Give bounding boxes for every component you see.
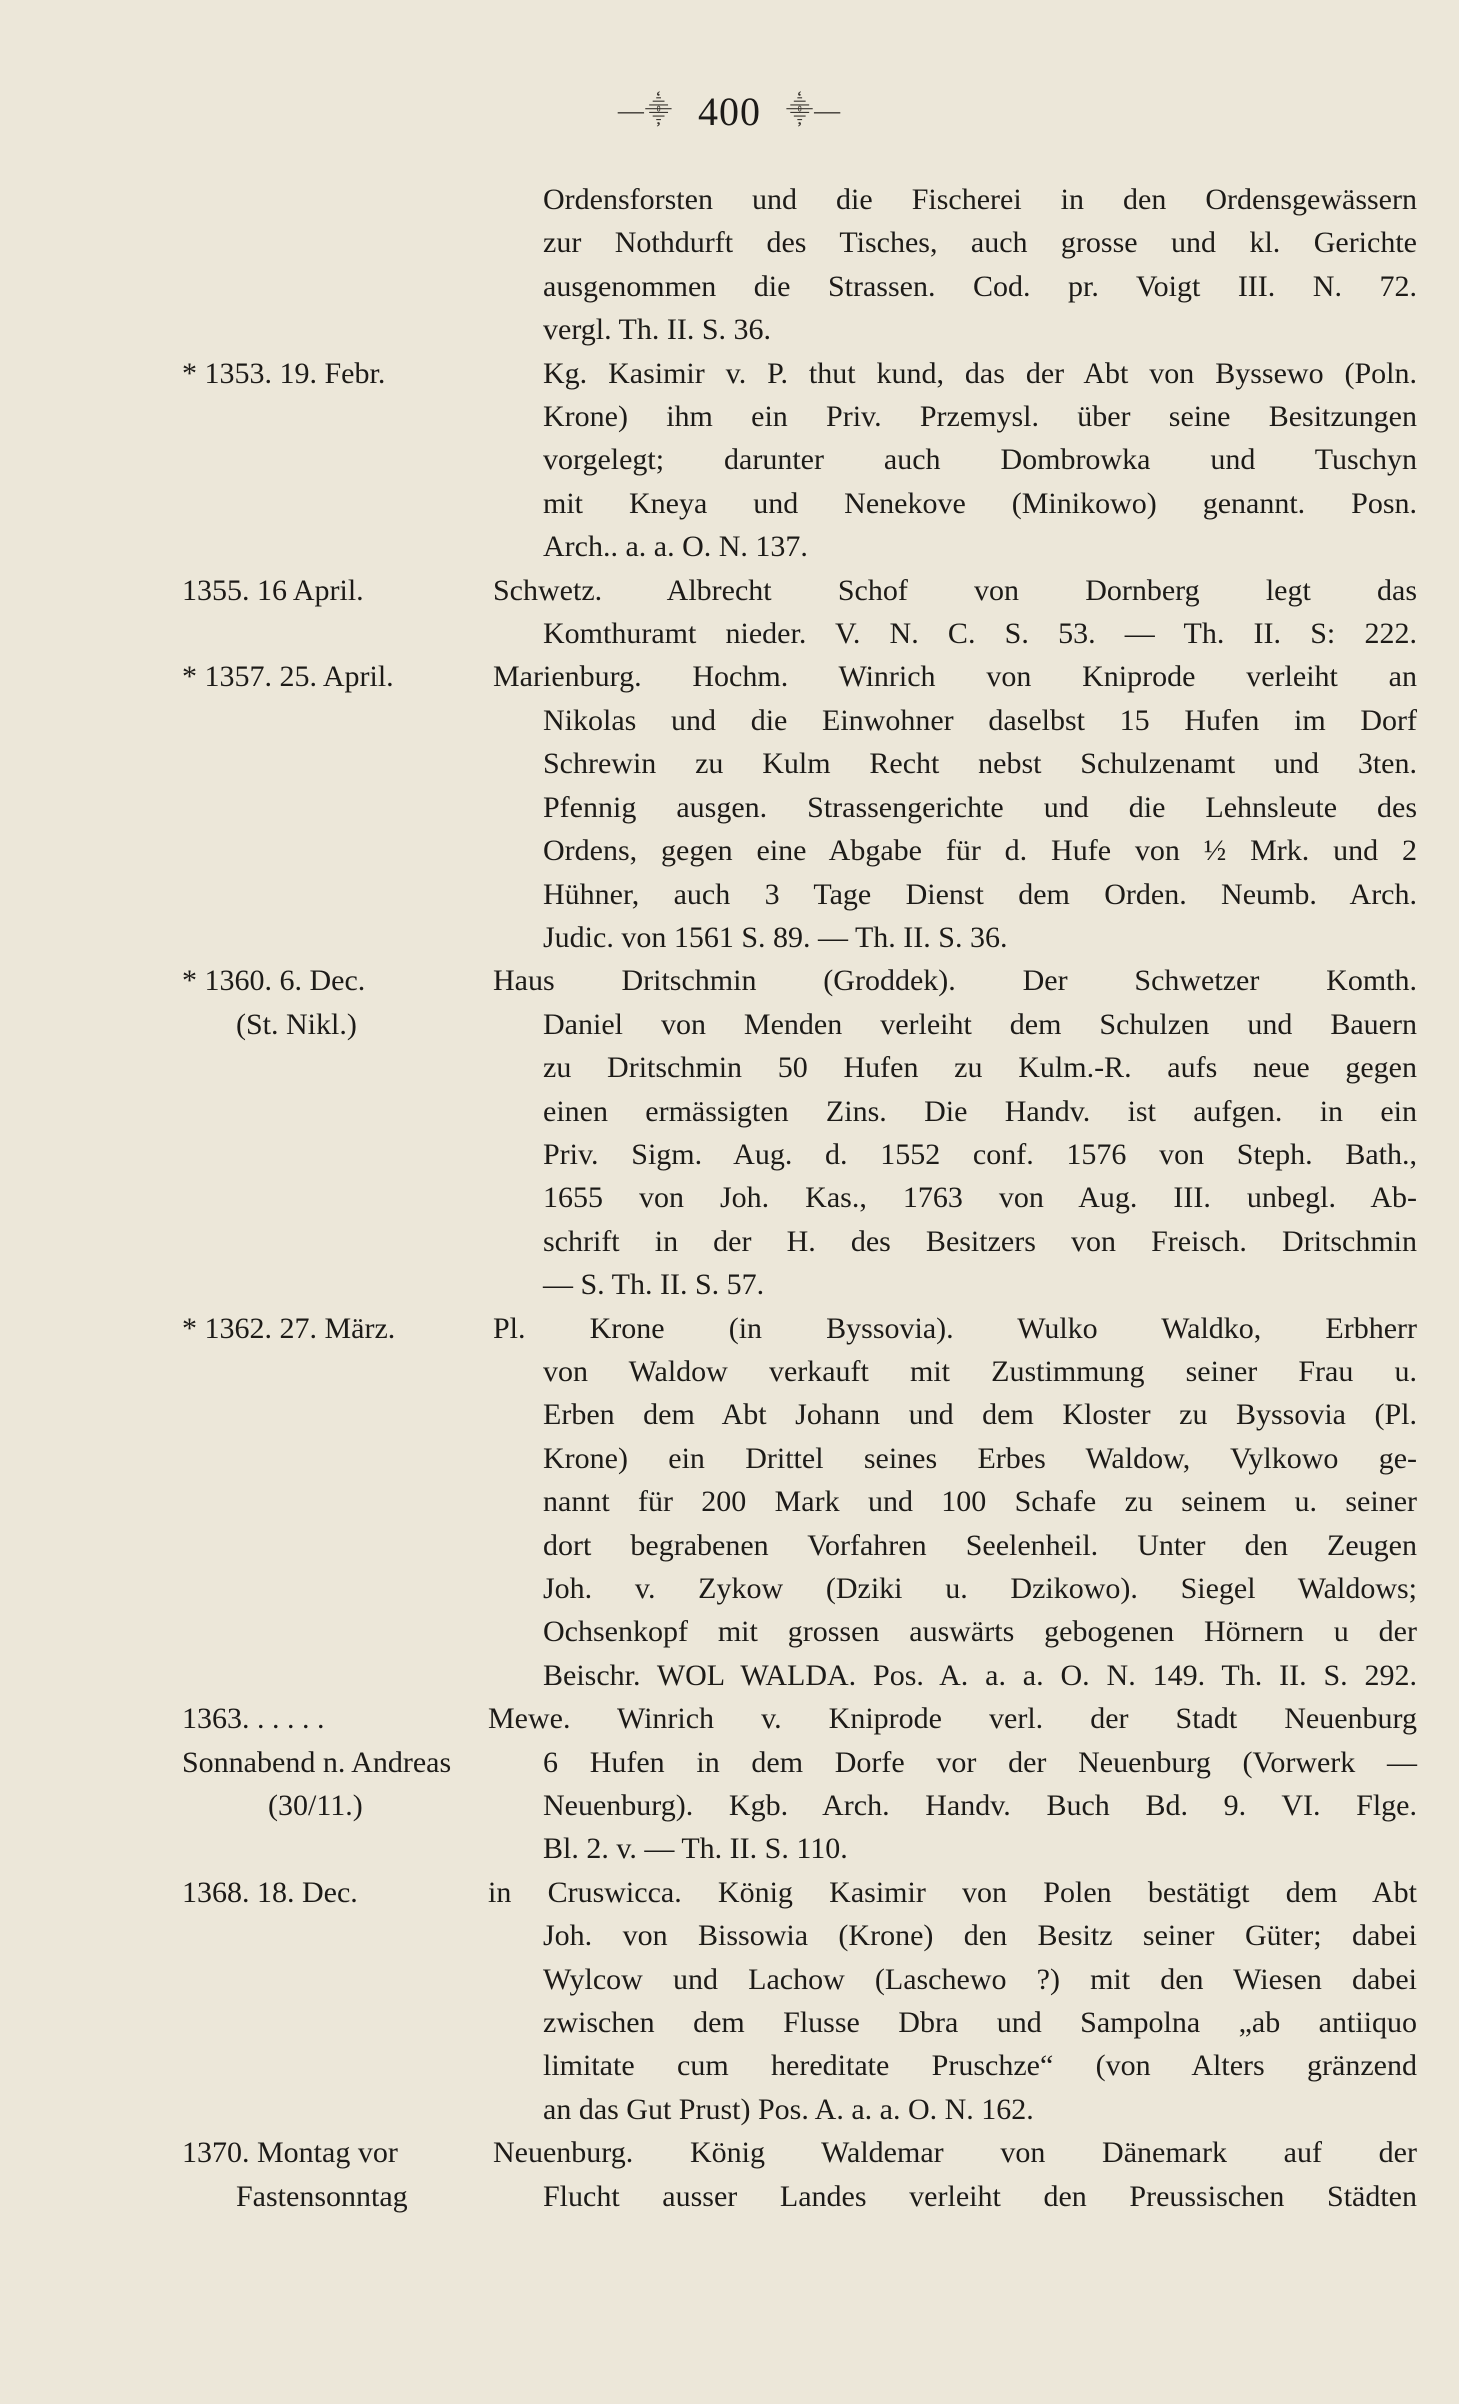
date-line: * 1362. 27. März.	[182, 1311, 396, 1345]
date-line: Sonnabend n. Andreas	[182, 1745, 452, 1779]
entry-line: nannt für 200 Mark und 100 Schafe zu seinem u. seiner	[543, 1485, 1417, 1519]
date-line: 1368. 18. Dec.	[182, 1875, 358, 1909]
entry-line: schrift in der H. des Besitzers von Freisch. Dritschmin	[543, 1224, 1417, 1258]
date-line: Fastensonntag	[236, 2179, 408, 2213]
entry-line: zu Dritschmin 50 Hufen zu Kulm.-R. aufs neue gegen	[543, 1051, 1417, 1085]
entry-line: Krone) ein Drittel seines Erbes Waldow, Vylkowo ge-	[543, 1441, 1417, 1475]
entry-line: mit Kneya und Nenekove (Minikowo) genannt. Posn.	[543, 486, 1417, 520]
entry-line: Ochsenkopf mit grossen auswärts gebogenen Hörnern u der	[543, 1615, 1417, 1649]
entry-continuation	[0, 178, 1459, 352]
entry-line: Joh. v. Zykow (Dziki u. Dzikowo). Siegel Waldows;	[543, 1572, 1417, 1605]
entry-date	[182, 1697, 502, 1827]
entry-date	[182, 655, 502, 698]
entry-line: Bl. 2. v. — Th. II. S. 110.	[543, 1832, 848, 1866]
entry-1360	[0, 959, 1459, 1306]
entry-line: zur Nothdurft des Tisches, auch grosse und kl. Gerichte	[543, 226, 1417, 260]
entry-text	[493, 655, 1417, 959]
ornament-left: —⸎	[617, 96, 673, 125]
entry-line: Pfennig ausgen. Strassengerichte und die Lehnsleute des	[543, 790, 1417, 824]
entry-line: ausgenommen die Strassen. Cod. pr. Voigt III. N. 72.	[543, 269, 1417, 303]
entry-date	[182, 1307, 502, 1350]
entry-line: Kg. Kasimir v. P. thut kund, das der Abt von Byssewo (Poln.	[543, 356, 1417, 390]
entry-date	[182, 1871, 502, 1914]
date-line: (St. Nikl.)	[236, 1007, 357, 1041]
entry-line: Wylcow und Lachow (Laschewo ?) mit den Wiesen dabei	[543, 1962, 1417, 1996]
entry-text	[543, 352, 1417, 569]
entry-1370	[0, 2131, 1459, 2218]
entry-line: Daniel von Menden verleiht dem Schulzen und Bauern	[543, 1007, 1417, 1041]
entry-line: 1655 von Joh. Kas., 1763 von Aug. III. unbegl. Ab-	[543, 1181, 1417, 1215]
entry-date	[182, 569, 502, 612]
entry-line: Mewe. Winrich v. Kniprode verl. der Stadt Neuenburg	[488, 1702, 1417, 1736]
entry-line: einen ermässigten Zins. Die Handv. ist aufgen. in ein	[543, 1094, 1417, 1128]
entry-text	[493, 1307, 1417, 1698]
date-line: * 1360. 6. Dec.	[182, 964, 366, 998]
entry-line: Joh. von Bissowia (Krone) den Besitz seiner Güter; dabei	[543, 1919, 1417, 1953]
entry-line: Schrewin zu Kulm Recht nebst Schulzenamt und 3ten.	[543, 747, 1417, 781]
page-number: 400	[698, 89, 761, 134]
date-line: 1355. 16 April.	[182, 573, 364, 607]
entry-1355	[0, 569, 1459, 656]
page-header	[0, 88, 1459, 135]
entry-date	[182, 959, 502, 1046]
date-line: (30/11.)	[268, 1789, 363, 1823]
entry-1362	[0, 1307, 1459, 1698]
entry-text	[493, 959, 1417, 1306]
date-line: 1363. . . . . .	[182, 1702, 325, 1736]
entry-line: in Cruswicca. König Kasimir von Polen bestätigt dem Abt	[488, 1875, 1417, 1909]
entry-line: an das Gut Prust) Pos. A. a. a. O. N. 162.	[543, 2092, 1034, 2126]
entry-line: Neuenburg). Kgb. Arch. Handv. Buch Bd. 9. VI. Flge.	[543, 1789, 1417, 1823]
entry-line: Ordensforsten und die Fischerei in den Ordensgewässern	[543, 183, 1417, 216]
entry-line: Pl. Krone (in Byssovia). Wulko Waldko, Erbherr	[493, 1311, 1417, 1345]
entry-date	[182, 2131, 502, 2218]
entry-text	[493, 2131, 1417, 2218]
entry-line: 6 Hufen in dem Dorfe vor der Neuenburg (Vorwerk —	[543, 1745, 1417, 1779]
date-line: * 1357. 25. April.	[182, 660, 394, 694]
entry-line: Beischr. WOL WALDA. Pos. A. a. a. O. N. 149. Th. II. S. 292.	[543, 1658, 1417, 1692]
entry-line: Flucht ausser Landes verleiht den Preussischen Städten	[543, 2179, 1417, 2213]
entry-line: Erben dem Abt Johann und dem Kloster zu Byssovia (Pl.	[543, 1398, 1417, 1432]
chronicle-entries	[0, 178, 1459, 2218]
entry-line: dort begrabenen Vorfahren Seelenheil. Unter den Zeugen	[543, 1528, 1417, 1562]
entry-1357	[0, 655, 1459, 959]
entry-line: Arch.. a. a. O. N. 137.	[543, 530, 808, 564]
entry-line: vorgelegt; darunter auch Dombrowka und Tuschyn	[543, 443, 1417, 477]
entry-line: Hühner, auch 3 Tage Dienst dem Orden. Neumb. Arch.	[543, 877, 1417, 911]
entry-text	[543, 178, 1417, 352]
entry-text	[488, 1697, 1417, 1871]
entry-text	[493, 569, 1417, 656]
entry-line: zwischen dem Flusse Dbra und Sampolna „ab antiiquo	[543, 2006, 1417, 2040]
entry-line: Schwetz. Albrecht Schof von Dornberg legt das	[493, 573, 1417, 607]
entry-line: Krone) ihm ein Priv. Przemysl. über seine Besitzungen	[543, 400, 1417, 434]
entry-line: Nikolas und die Einwohner daselbst 15 Hufen im Dorf	[543, 703, 1417, 737]
entry-line: Komthuramt nieder. V. N. C. S. 53. — Th. II. S: 222.	[543, 617, 1417, 651]
entry-line: Judic. von 1561 S. 89. — Th. II. S. 36.	[543, 920, 1008, 954]
entry-line: Neuenburg. König Waldemar von Dänemark auf der	[493, 2136, 1417, 2170]
entry-1363	[0, 1697, 1459, 1871]
entry-line: Marienburg. Hochm. Winrich von Kniprode verleiht an	[493, 660, 1417, 694]
entry-text	[488, 1871, 1417, 2131]
entry-line: Haus Dritschmin (Groddek). Der Schwetzer Komth.	[493, 964, 1417, 998]
ornament-right: ⸎—	[786, 96, 842, 125]
entry-date	[182, 352, 502, 395]
entry-line: von Waldow verkauft mit Zustimmung seiner Frau u.	[543, 1354, 1417, 1388]
date-line: * 1353. 19. Febr.	[182, 356, 386, 390]
entry-line: Ordens, gegen eine Abgabe für d. Hufe von ½ Mrk. und 2	[543, 834, 1417, 868]
entry-line: — S. Th. II. S. 57.	[543, 1268, 765, 1302]
entry-line: limitate cum hereditate Pruschze“ (von Alters gränzend	[543, 2049, 1417, 2083]
entry-line: Priv. Sigm. Aug. d. 1552 conf. 1576 von Steph. Bath.,	[543, 1137, 1417, 1171]
entry-1368	[0, 1871, 1459, 2131]
entry-line: vergl. Th. II. S. 36.	[543, 313, 772, 347]
entry-1353	[0, 352, 1459, 569]
date-line: 1370. Montag vor	[182, 2136, 398, 2170]
